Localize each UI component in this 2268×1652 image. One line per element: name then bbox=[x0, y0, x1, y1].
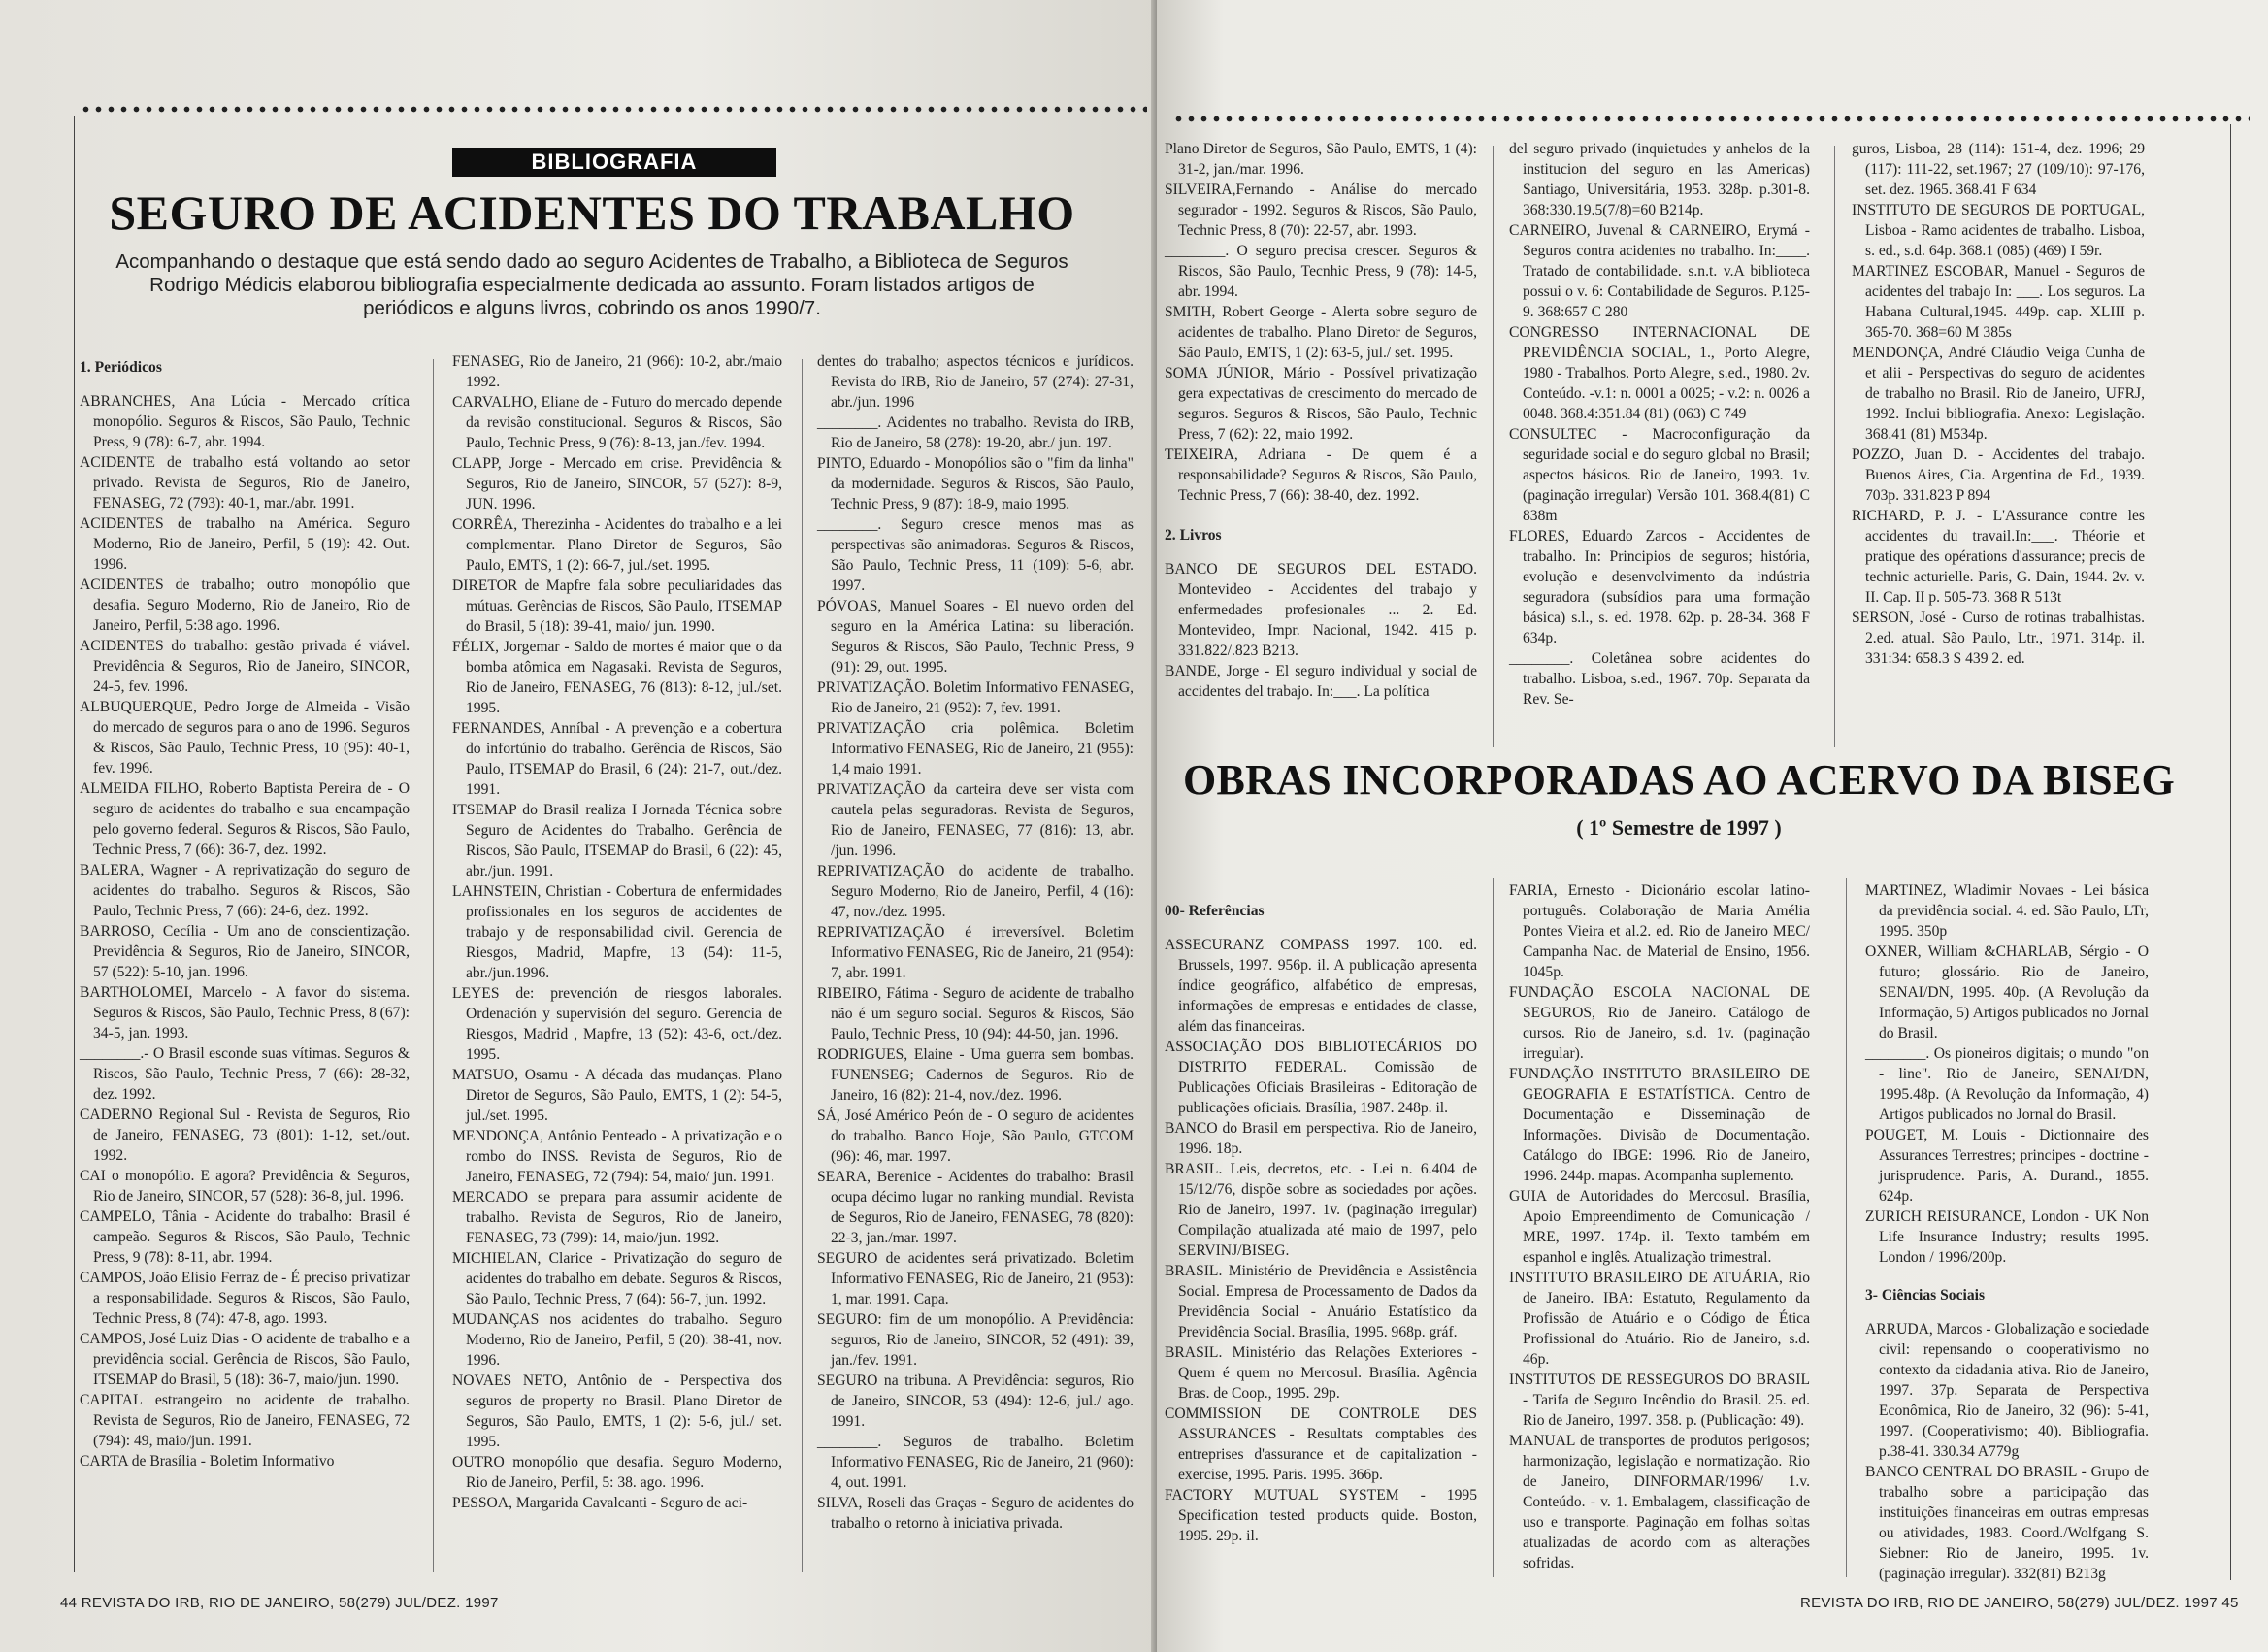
obras-subtitle: ( 1º Semestre de 1997 ) bbox=[1576, 815, 1782, 840]
reference-entry: BANCO do Brasil em perspectiva. Rio de Janeiro, 1996. 18p. bbox=[1165, 1120, 1477, 1157]
reference-entry: ________. Os pioneiros digitais; o mundo "on - line". Rio de Janeiro, SENAI/DN, 1995.48p. (A Revolução da Informação, 4) Artigos publicados no Jornal do Brasil. bbox=[1865, 1045, 2149, 1123]
reference-entry: SMITH, Robert George - Alerta sobre seguro de acidentes de trabalho. Plano Diretor de Seguros, São Paulo, EMTS, 1 (2): 63-5, jul./ set. 1995. bbox=[1165, 304, 1477, 361]
reference-entry: SERSON, José - Curso de rotinas trabalhistas. 2.ed. atual. São Paulo, Ltr., 1971. 314p. il. 331:34: 658.3 S 439 2. ed. bbox=[1852, 610, 2145, 667]
reference-list bbox=[452, 351, 782, 1513]
reference-list bbox=[1165, 559, 1477, 702]
reference-entry: BARROSO, Cecília - Um ano de conscientização. Previdência & Seguros, Rio de Janeiro, SINCOR, 57 (522): 5-10, jan. 1996. bbox=[80, 923, 410, 980]
reference-entry: PÓVOAS, Manuel Soares - El nuevo orden del seguro en la América Latina: su liberación. Seguros & Riscos, São Paulo, Technic Press, 9 (91): 29, out. 1995. bbox=[817, 598, 1134, 676]
reference-list bbox=[1852, 139, 2145, 669]
reference-entry: dentes do trabalho; aspectos técnicos e jurídicos. Revista do IRB, Rio de Janeiro, 57 (274): 27-31, abr./jun. 1996 bbox=[817, 353, 1134, 411]
reference-list bbox=[1165, 935, 1477, 1546]
reference-entry: SEARA, Berenice - Acidentes do trabalho: Brasil ocupa décimo lugar no ranking mundial. Revista de Seguros, Rio de Janeiro, FENASEG, 78 (820): 22-3, jan./mar. 1997. bbox=[817, 1169, 1134, 1246]
column-divider bbox=[802, 359, 803, 1572]
reference-entry: ACIDENTE de trabalho está voltando ao setor privado. Revista de Seguros, Rio de Janeiro, FENASEG, 72 (793): 40-1, mar./abr. 1991. bbox=[80, 454, 410, 512]
reference-entry: BANDE, Jorge - El seguro individual y social de accidentes del trabajo. In:___. La política bbox=[1165, 663, 1477, 700]
reference-entry: PRIVATIZAÇÃO cria polêmica. Boletim Informativo FENASEG, Rio de Janeiro, 21 (955): 1,4 maio 1991. bbox=[817, 720, 1134, 777]
reference-entry: CLAPP, Jorge - Mercado em crise. Previdência & Seguros, Rio de Janeiro, SINCOR, 57 (527): 8-9, JUN. 1996. bbox=[452, 455, 782, 512]
reference-entry: Plano Diretor de Seguros, São Paulo, EMTS, 1 (4): 31-2, jan./mar. 1996. bbox=[1165, 141, 1477, 178]
column-divider bbox=[1846, 878, 1847, 1577]
reference-entry: MENDONÇA, André Cláudio Veiga Cunha de et alii - Perspectivas do seguro de acidentes de trabalho no Brasil. Rio de Janeiro, UFRJ, 1992. Inclui bibliografia. Anexo: Legislação. 368.41 (81) M534p. bbox=[1852, 345, 2145, 443]
reference-entry: GUIA de Autoridades do Mercosul. Brasília, Apoio Empreendimento de Comunicação / MRE, 1997. 174p. il. Texto também em espanhol e inglês. Atualização trimestral. bbox=[1509, 1188, 1810, 1266]
reference-entry: ________.- O Brasil esconde suas vítimas. Seguros & Riscos, São Paulo, Technic Press, 7 (66): 28-32, dez. 1992. bbox=[80, 1045, 410, 1103]
reference-entry: SOMA JÚNIOR, Mário - Possível privatização gera expectativas de crescimento do mercado de seguros. Seguros & Riscos, São Paulo, Technic Press, 7 (62): 22, maio 1992. bbox=[1165, 365, 1477, 443]
reference-entry: ALBUQUERQUE, Pedro Jorge de Almeida - Visão do mercado de seguros para o ano de 1996. Seguros & Riscos, São Paulo, Technic Press, 10 (95): 40-1, fev. 1996. bbox=[80, 699, 410, 776]
reference-entry: MENDONÇA, Antônio Penteado - A privatização e o rombo do INSS. Revista de Seguros, Rio de Janeiro, FENASEG, 72 (794): 54, maio/ jun. 1991. bbox=[452, 1128, 782, 1185]
reference-entry: RICHARD, P. J. - L'Assurance contre les accidentes du travail.In:___. Théorie et pratique des opérations d'assurance; precis de technic acturielle. Paris, G. Dain, 1944. 2v. v. II. Cap. II p. 505-73. 368 R 513t bbox=[1852, 508, 2145, 606]
reference-list bbox=[1865, 1319, 2149, 1584]
column-6 bbox=[1852, 139, 2145, 669]
column-9 bbox=[1865, 880, 2149, 1584]
reference-entry: ACIDENTES de trabalho; outro monopólio que desafia. Seguro Moderno, Rio de Janeiro, Rio de Janeiro, Perfil, 5:38 ago. 1996. bbox=[80, 577, 410, 634]
dotted-rule-right bbox=[1172, 115, 2250, 123]
reference-entry: FLORES, Eduardo Zarcos - Accidentes de trabalho. In: Principios de seguros; história, evolução e desenvolvimento da indústria seguradora (subsídios para uma formação básica) s.l., s. ed. 1978. 62p. p. 28-34. 368 F 634p. bbox=[1509, 528, 1810, 646]
reference-entry: DIRETOR de Mapfre fala sobre peculiaridades das mútuas. Gerências de Riscos, São Paulo, ITSEMAP do Brasil, 5 (18): 39-41, maio/ jun. 1990. bbox=[452, 578, 782, 635]
reference-entry: CAPITAL estrangeiro no acidente de trabalho. Revista de Seguros, Rio de Janeiro, FENASEG, 72 (794): 49, maio/jun. 1991. bbox=[80, 1392, 410, 1449]
reference-entry: ALMEIDA FILHO, Roberto Baptista Pereira de - O seguro de acidentes do trabalho e sua encampação pelo governo federal. Seguros & Riscos, São Paulo, Technic Press, 7 (66): 36-7, dez. 1992. bbox=[80, 780, 410, 858]
reference-entry: INSTITUTO BRASILEIRO DE ATUÁRIA, Rio de Janeiro. IBA: Estatuto, Regulamento da Profissão de Atuário e o Código de Ética Profissional do Atuário. Rio de Janeiro, s.d. 46p. bbox=[1509, 1270, 1810, 1368]
reference-entry: ABRANCHES, Ana Lúcia - Mercado crítica monopólio. Seguros & Riscos, São Paulo, Technic Press, 9 (78): 6-7, abr. 1994. bbox=[80, 393, 410, 450]
reference-entry: INSTITUTOS DE RESSEGUROS DO BRASIL - Tarifa de Seguro Incêndio do Brasil. 25. ed. Rio de Janeiro, 1997. 358. p. (Publicação: 49). bbox=[1509, 1371, 1810, 1429]
reference-entry: SILVA, Roseli das Graças - Seguro de acidentes do trabalho o retorno à iniciativa privada. bbox=[817, 1495, 1134, 1532]
column-1 bbox=[80, 353, 410, 1471]
reference-entry: SEGURO na tribuna. A Previdência: seguros, Rio de Janeiro, SINCOR, 53 (494): 12-6, jul./ ago. 1991. bbox=[817, 1372, 1134, 1430]
page-footer-left: 44 REVISTA DO IRB, RIO DE JANEIRO, 58(279) JUL/DEZ. 1997 bbox=[60, 1595, 499, 1611]
frame-right-edge bbox=[2230, 124, 2231, 1580]
column-divider bbox=[1493, 146, 1494, 747]
reference-entry: BRASIL. Ministério das Relações Exteriores - Quem é quem no Mercosul. Brasília. Agência Bras. de Coop., 1995. 29p. bbox=[1165, 1344, 1477, 1402]
section-heading: 2. Livros bbox=[1165, 527, 1222, 544]
reference-list bbox=[1165, 139, 1477, 506]
column-2 bbox=[452, 351, 782, 1513]
section-tag: BIBLIOGRAFIA bbox=[452, 148, 776, 177]
reference-entry: FARIA, Ernesto - Dicionário escolar latino-português. Colaboração de Maria Amélia Pontes Vieira et al.2. ed. Rio de Janeiro MEC/ Campanha Nac. de Material de Ensino, 1956. 1045p. bbox=[1509, 882, 1810, 980]
reference-entry: LAHNSTEIN, Christian - Cobertura de enfermidades profissionales en los seguros de accidentes de trabajo y de responsabilidad civil. Gerencia de Riesgos, Madrid, Mapfre, 13 (54): 11-5, abr./jun.1996. bbox=[452, 883, 782, 981]
article-intro: Acompanhando o destaque que está sendo dado ao seguro Acidentes de Trabalho, a Biblioteca de Seguros Rodrigo Médicis elaborou bibliografia especialmente dedicada ao assunto. Foram listados artigos de periódicos e alguns livros, cobrindo os anos 1990/7. bbox=[115, 250, 1068, 319]
reference-entry: ________. Acidentes no trabalho. Revista do IRB, Rio de Janeiro, 58 (278): 19-20, abr./ jun. 197. bbox=[817, 414, 1134, 451]
section-heading: 00- Referências bbox=[1165, 903, 1265, 919]
column-divider bbox=[1834, 146, 1835, 747]
reference-entry: CAMPELO, Tânia - Acidente do trabalho: Brasil é campeão. Seguros & Riscos, São Paulo, Technic Press, 9 (78): 8-11, abr. 1994. bbox=[80, 1208, 410, 1266]
reference-entry: NOVAES NETO, Antônio de - Perspectiva dos seguros de property no Brasil. Plano Diretor de Seguros, São Paulo, EMTS, 1 (2): 5-6, jul./ set. 1995. bbox=[452, 1372, 782, 1450]
reference-list bbox=[1509, 880, 1810, 1573]
reference-entry: CAI o monopólio. E agora? Previdência & Seguros, Rio de Janeiro, SINCOR, 57 (528): 36-8, jul. 1996. bbox=[80, 1168, 410, 1205]
reference-list bbox=[817, 351, 1134, 1534]
reference-entry: MARTINEZ, Wladimir Novaes - Lei básica da previdência social. 4. ed. São Paulo, LTr, 1995. 350p bbox=[1865, 882, 2149, 940]
reference-entry: PINTO, Eduardo - Monopólios são o "fim da linha" da modernidade. Seguros & Riscos, São Paulo, Technic Press, 9 (87): 18-9, maio 1995. bbox=[817, 455, 1134, 512]
reference-entry: SILVEIRA,Fernando - Análise do mercado segurador - 1992. Seguros & Riscos, São Paulo, Technic Press, 8 (70): 22-57, abr. 1993. bbox=[1165, 182, 1477, 239]
reference-entry: guros, Lisboa, 28 (114): 151-4, dez. 1996; 29 (117): 111-22, set.1967; 27 (109/10): 97-176, set. dez. 1965. 368.41 F 634 bbox=[1852, 141, 2145, 198]
reference-entry: BARTHOLOMEI, Marcelo - A favor do sistema. Seguros & Riscos, São Paulo, Technic Press, 8 (67): 34-5, jan. 1993. bbox=[80, 984, 410, 1041]
obras-title: OBRAS INCORPORADAS AO ACERVO DA BISEG bbox=[1182, 756, 2176, 804]
reference-list bbox=[80, 391, 410, 1471]
reference-entry: ITSEMAP do Brasil realiza I Jornada Técnica sobre Seguro de Acidentes do Trabalho. Gerência de Riscos, São Paulo, ITSEMAP do Brasil, 6 (22): 45, abr./jun. 1991. bbox=[452, 802, 782, 879]
reference-entry: REPRIVATIZAÇÃO é irreversível. Boletim Informativo FENASEG, Rio de Janeiro, 21 (954): 7, abr. 1991. bbox=[817, 924, 1134, 981]
reference-list bbox=[1509, 139, 1810, 710]
reference-entry: PRIVATIZAÇÃO da carteira deve ser vista com cautela pelas seguradoras. Revista de Seguros, Rio de Janeiro, FENASEG, 77 (816): 13, abr. /jun. 1996. bbox=[817, 781, 1134, 859]
reference-entry: MANUAL de transportes de produtos perigosos; harmonização, legislação e normatização. Rio de Janeiro, DINFORMAR/1996/ 1.v. Conteúdo. - v. 1. Embalagem, classificação de uso e transporte. Paginação em folhas soltas atualizadas de acordo com as alterações sofridas. bbox=[1509, 1433, 1810, 1571]
reference-entry: del seguro privado (inquietudes y anhelos de la institucion del seguro en las Americas) Santiago, Universitária, 1953. 328p. p.301-8. 368:330.19.5(7/8)=60 B214p. bbox=[1509, 141, 1810, 218]
reference-entry: BRASIL. Leis, decretos, etc. - Lei n. 6.404 de 15/12/76, dispõe sobre as sociedades por ações. Rio de Janeiro, 1997. 1v. (paginação irregular) Compilação atualizada até maio de 1997, pelo SERVINJ/BISEG. bbox=[1165, 1161, 1477, 1259]
reference-entry: OXNER, William &CHARLAB, Sérgio - O futuro; glossário. Rio de Janeiro, SENAI/DN, 1995. 40p. (A Revolução da Informação, 5) Artigos publicados no Jornal do Brasil. bbox=[1865, 943, 2149, 1041]
reference-entry: FUNDAÇÃO INSTITUTO BRASILEIRO DE GEOGRAFIA E ESTATÍSTICA. Centro de Documentação e Disseminação de Informações. Divisão de Documentação. Catálogo do IBGE: 1996. Rio de Janeiro, 1996. 244p. mapas. Acompanha suplemento. bbox=[1509, 1066, 1810, 1184]
frame-left-edge bbox=[74, 116, 75, 1572]
reference-entry: REPRIVATIZAÇÃO do acidente de trabalho. Seguro Moderno, Rio de Janeiro, Perfil, 4 (16): 47, nov./dez. 1995. bbox=[817, 863, 1134, 920]
reference-entry: ________. Coletânea sobre acidentes do trabalho. Lisboa, s.ed., 1967. 70p. Separata da Rev. Se- bbox=[1509, 650, 1810, 708]
reference-entry: CARVALHO, Eliane de - Futuro do mercado depende da revisão constitucional. Seguros & Riscos, São Paulo, Technic Press, 9 (76): 8-13, jan./fev. 1994. bbox=[452, 394, 782, 451]
reference-entry: PRIVATIZAÇÃO. Boletim Informativo FENASEG, Rio de Janeiro, 21 (952): 7, fev. 1991. bbox=[817, 679, 1134, 716]
reference-entry: CONGRESSO INTERNACIONAL DE PREVIDÊNCIA SOCIAL, 1., Porto Alegre, 1980 - Trabalhos. Porto Alegre, s.ed., 1980. 2v. Conteúdo. -v.1: n. 0001 a 0025; - v.2: n. 0026 a 0048. 368.4:351.84 (81) (063) C 749 bbox=[1509, 324, 1810, 422]
reference-entry: POUGET, M. Louis - Dictionnaire des Assurances Terrestres; principes - doctrine - jurisprudence. Paris, A. Durand., 1855. 624p. bbox=[1865, 1127, 2149, 1205]
reference-entry: POZZO, Juan D. - Accidentes del trabajo. Buenos Aires, Cia. Argentina de Ed., 1939. 703p. 331.823 P 894 bbox=[1852, 446, 2145, 504]
reference-entry: MERCADO se prepara para assumir acidente de trabalho. Revista de Seguros, Rio de Janeiro, FENASEG, 73 (799): 14, maio/jun. 1992. bbox=[452, 1189, 782, 1246]
reference-entry: ZURICH REISURANCE, London - UK Non Life Insurance Industry; results 1995. London / 1996/200p. bbox=[1865, 1208, 2149, 1266]
column-3 bbox=[817, 351, 1134, 1534]
column-4 bbox=[1165, 139, 1477, 702]
reference-entry: FÉLIX, Jorgemar - Saldo de mortes é maior que o da bomba atômica em Nagasaki. Revista de Seguros, Rio de Janeiro, FENASEG, 76 (813): 8-12, jul./set. 1995. bbox=[452, 639, 782, 716]
reference-entry: ARRUDA, Marcos - Globalização e sociedade civil: repensando o cooperativismo no contexto da cidadania ativa. Rio de Janeiro, 1997. 37p. Separata de Perspectiva Econômica, Rio de Janeiro, 32 (96): 5-41, 1997. (Cooperativismo; 40). Bibliografia. p.38-41. 330.34 A779g bbox=[1865, 1321, 2149, 1460]
reference-entry: SEGURO: fim de um monopólio. A Previdência: seguros, Rio de Janeiro, SINCOR, 52 (491): 39, jan./fev. 1991. bbox=[817, 1311, 1134, 1369]
reference-entry: CAMPOS, José Luiz Dias - O acidente de trabalho e a previdência social. Gerência de Riscos, São Paulo, ITSEMAP do Brasil, 5 (18): 36-7, maio/jun. 1990. bbox=[80, 1331, 410, 1388]
reference-entry: SEGURO de acidentes será privatizado. Boletim Informativo FENASEG, Rio de Janeiro, 21 (953): 1, mar. 1991. Capa. bbox=[817, 1250, 1134, 1307]
reference-entry: ACIDENTES do trabalho: gestão privada é viável. Previdência & Seguros, Rio de Janeiro, SINCOR, 24-5, fev. 1996. bbox=[80, 638, 410, 695]
column-8 bbox=[1509, 880, 1810, 1573]
reference-list bbox=[1865, 880, 2149, 1268]
reference-entry: TEIXEIRA, Adriana - De quem é a responsabilidade? Seguros & Riscos, São Paulo, Technic Press, 7 (66): 38-40, dez. 1992. bbox=[1165, 446, 1477, 504]
reference-entry: CADERNO Regional Sul - Revista de Seguros, Rio de Janeiro, FENASEG, 73 (801): 1-12, set./out. 1992. bbox=[80, 1107, 410, 1164]
reference-entry: CARNEIRO, Juvenal & CARNEIRO, Erymá - Seguros contra acidentes no trabalho. In:____. Tratado de contabilidade. s.n.t. v.A biblioteca possui o v. 6: Contabilidade de Seguros. P.125-9. 368:657 C 280 bbox=[1509, 222, 1810, 320]
reference-entry: CAMPOS, João Elísio Ferraz de - É preciso privatizar a responsabilidade. Seguros & Riscos, São Paulo, Technic Press, 8 (74): 47-8, ago. 1993. bbox=[80, 1270, 410, 1327]
reference-entry: BANCO CENTRAL DO BRASIL - Grupo de trabalho sobre a participação das instituições financeiras em outras empresas ou atividades, 1983. Coord./Wolfgang S. Siebner: Rio de Janeiro, 1995. 1v. (paginação irregular). 332(81) B213g bbox=[1865, 1464, 2149, 1582]
reference-entry: RODRIGUES, Elaine - Uma guerra sem bombas. FUNENSEG; Cadernos de Seguros. Rio de Janeiro, 16 (82): 21-4, nov./dez. 1996. bbox=[817, 1046, 1134, 1104]
reference-entry: BANCO DE SEGUROS DEL ESTADO. Montevideo - Accidentes del trabajo y enfermedades profesionales ... 2. Ed. Montevideo, Impr. Nacional, 1942. 415 p. 331.822/.823 B213. bbox=[1165, 561, 1477, 659]
reference-entry: CONSULTEC - Macroconfiguração da seguridade social e do seguro global no Brasil; aspectos básicos. Rio de Janeiro, 1993. 1v. (paginação irregular) Versão 101. 368.4(81) C 838m bbox=[1509, 426, 1810, 524]
page-footer-right: REVISTA DO IRB, RIO DE JANEIRO, 58(279) JUL/DEZ. 1997 45 bbox=[1800, 1595, 2239, 1611]
reference-entry: FUNDAÇÃO ESCOLA NACIONAL DE SEGUROS, Rio de Janeiro. Catálogo de cursos. Rio de Janeiro, s.d. 1v. (paginação irregular). bbox=[1509, 984, 1810, 1062]
reference-entry: MARTINEZ ESCOBAR, Manuel - Seguros de acidentes del trabajo In: ___. Los seguros. La Habana Cultural,1945. 449p. cap. XLIII p. 365-70. 368=60 M 385s bbox=[1852, 263, 2145, 341]
section-heading: 1. Periódicos bbox=[80, 359, 162, 376]
reference-entry: COMMISSION DE CONTROLE DES ASSURANCES - Resultats comptables des entreprises d'assurance et de capitalization - exercise, 1995. Paris. 1995. 366p. bbox=[1165, 1405, 1477, 1483]
article-title: SEGURO DE ACIDENTES DO TRABALHO bbox=[109, 185, 1075, 240]
column-7 bbox=[1165, 897, 1477, 1546]
reference-entry: MICHIELAN, Clarice - Privatização do seguro de acidentes do trabalho em debate. Seguros & Riscos, São Paulo, Technic Press, 7 (64): 56-7, jun. 1992. bbox=[452, 1250, 782, 1307]
reference-entry: BRASIL. Ministério de Previdência e Assistência Social. Empresa de Processamento de Dados da Previdência Social - Anuário Estatístico da Previdência Social. Brasília, 1995. 968p. gráf. bbox=[1165, 1263, 1477, 1340]
column-divider bbox=[433, 359, 434, 1572]
reference-entry: PESSOA, Margarida Cavalcanti - Seguro de aci- bbox=[452, 1495, 748, 1511]
reference-entry: MUDANÇAS nos acidentes do trabalho. Seguro Moderno, Rio de Janeiro, Perfil, 5 (20): 38-41, nov. 1996. bbox=[452, 1311, 782, 1369]
reference-entry: ASSOCIAÇÃO DOS BIBLIOTECÁRIOS DO DISTRITO FEDERAL. Comissão de Publicações Oficiais Brasileiras - Editoração de publicações oficiais. Brasília, 1987. 248p. il. bbox=[1165, 1039, 1477, 1116]
reference-entry: LEYES de: prevención de riesgos laborales. Ordenación y supervisión del seguro. Gerencia de Riesgos, Madrid , Mapfre, 13 (52): 43-6, oct./dez. 1995. bbox=[452, 985, 782, 1063]
reference-entry: OUTRO monopólio que desafia. Seguro Moderno, Rio de Janeiro, Perfil, 5: 38. ago. 1996. bbox=[452, 1454, 782, 1491]
section-heading: 3- Ciências Sociais bbox=[1865, 1287, 1986, 1304]
reference-entry: INSTITUTO DE SEGUROS DE PORTUGAL, Lisboa - Ramo acidentes de trabalho. Lisboa, s. ed., s.d. 64p. 368.1 (085) (469) I 59r. bbox=[1852, 202, 2145, 259]
reference-entry: SÁ, José Américo Peón de - O seguro de acidentes do trabalho. Banco Hoje, São Paulo, GTCOM (96): 46, mar. 1997. bbox=[817, 1107, 1134, 1165]
reference-entry: ________. Seguro cresce menos mas as perspectivas são animadoras. Seguros & Riscos, São Paulo, Technic Press, 11 (109): 5-6, abr. 1997. bbox=[817, 516, 1134, 594]
reference-entry: CARTA de Brasília - Boletim Informativo bbox=[80, 1453, 335, 1470]
reference-entry: ________. O seguro precisa crescer. Seguros & Riscos, São Paulo, Tecnhic Press, 9 (78): 14-5, abr. 1994. bbox=[1165, 243, 1477, 300]
dotted-rule-left bbox=[80, 105, 1147, 114]
reference-entry: BALERA, Wagner - A reprivatização do seguro de acidentes do trabalho. Seguros & Riscos, São Paulo, Technic Press, 7 (66): 24-6, dez. 1992. bbox=[80, 862, 410, 919]
reference-entry: ASSECURANZ COMPASS 1997. 100. ed. Brussels, 1997. 956p. il. A publicação apresenta índice geográfico, alfabético de empresas, informações de empresas e entidades de classe, além das financeiras. bbox=[1165, 937, 1477, 1035]
column-divider bbox=[1493, 878, 1494, 1577]
reference-entry: FACTORY MUTUAL SYSTEM - 1995 Specification tested products quide. Boston, 1995. 29p. il. bbox=[1165, 1487, 1477, 1544]
reference-entry: MATSUO, Osamu - A década das mudanças. Plano Diretor de Seguros, São Paulo, EMTS, 1 (2): 54-5, jul./set. 1995. bbox=[452, 1067, 782, 1124]
reference-entry: ACIDENTES de trabalho na América. Seguro Moderno, Rio de Janeiro, Perfil, 5 (19): 42. Out. 1996. bbox=[80, 515, 410, 573]
reference-entry: CORRÊA, Therezinha - Acidentes do trabalho e a lei complementar. Plano Diretor de Seguros, São Paulo, EMTS, 1 (2): 66-7, jul./set. 1995. bbox=[452, 516, 782, 574]
column-5 bbox=[1509, 139, 1810, 710]
reference-entry: ________. Seguros de trabalho. Boletim Informativo FENASEG, Rio de Janeiro, 21 (960): 4, out. 1991. bbox=[817, 1434, 1134, 1491]
reference-entry: FENASEG, Rio de Janeiro, 21 (966): 10-2, abr./maio 1992. bbox=[452, 353, 782, 390]
reference-entry: FERNANDES, Anníbal - A prevenção e a cobertura do infortúnio do trabalho. Gerência de Riscos, São Paulo, ITSEMAP do Brasil, 6 (24): 21-7, out./dez. 1991. bbox=[452, 720, 782, 798]
reference-entry: RIBEIRO, Fátima - Seguro de acidente de trabalho não é um seguro social. Seguros & Riscos, São Paulo, Technic Press, 10 (94): 44-50, jan. 1996. bbox=[817, 985, 1134, 1042]
